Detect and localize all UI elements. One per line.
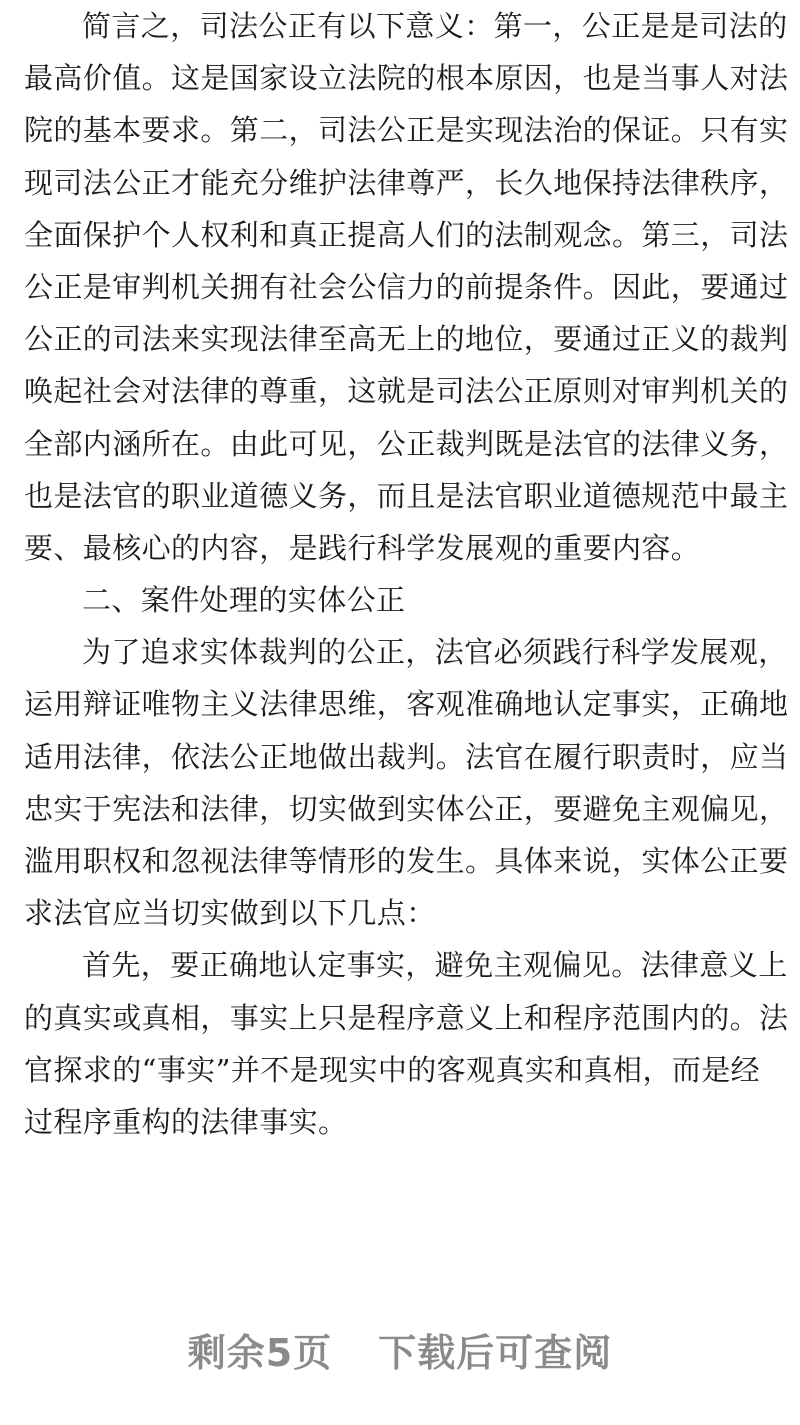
text-line: 公正是审判机关拥有社会公信力的前提条件。因此，要通过	[24, 269, 789, 304]
text-line: 最高价值。这是国家设立法院的根本原因，也是当事人对法	[24, 61, 789, 96]
text-line: 全面保护个人权利和真正提高人们的法制观念。第三，司法	[24, 217, 789, 252]
text-line: 也是法官的职业道德义务，而且是法官职业道德规范中最主	[24, 478, 789, 513]
text-line: 求法官应当切实做到以下几点：	[24, 896, 436, 931]
download-hint-label: 下载后可查阅	[378, 1331, 613, 1375]
text-line: 要、最核心的内容，是践行科学发展观的重要内容。	[24, 530, 701, 565]
text-line: 现司法公正才能充分维护法律尊严，长久地保持法律秩序，	[24, 165, 789, 200]
text-line: 适用法律，依法公正地做出裁判。法官在履行职责时，应当	[24, 739, 789, 774]
document-body	[24, 0, 789, 1148]
download-notice[interactable]	[0, 1322, 800, 1377]
text-line: 运用辩证唯物主义法律思维，客观准确地认定事实，正确地	[24, 687, 789, 722]
text-line: 官探求的“事实”并不是现实中的客观真实和真相，而是经	[24, 1052, 761, 1087]
text-line: 唤起社会对法律的尊重，这就是司法公正原则对审判机关的	[24, 374, 789, 409]
text-line: 的真实或真相，事实上只是程序意义上和程序范围内的。法	[24, 1000, 789, 1035]
remaining-pages-label: 剩余5页	[187, 1331, 333, 1375]
text-line: 滥用职权和忽视法律等情形的发生。具体来说，实体公正要	[24, 844, 789, 878]
text-line: 过程序重构的法律事实。	[24, 1104, 348, 1139]
text-line: 忠实于宪法和法律，切实做到实体公正，要避免主观偏见，	[24, 791, 789, 826]
section-heading: 二、案件处理的实体公正	[82, 583, 406, 618]
text-line: 为了追求实体裁判的公正，法官必须践行科学发展观，	[82, 635, 788, 670]
text-line: 简言之，司法公正有以下意义：第一，公正是是司法的	[82, 9, 788, 43]
text-line: 院的基本要求。第二，司法公正是实现法治的保证。只有实	[24, 113, 789, 148]
text-line: 公正的司法来实现法律至高无上的地位，要通过正义的裁判	[24, 322, 789, 357]
text-line: 全部内涵所在。由此可见，公正裁判既是法官的法律义务，	[24, 426, 789, 461]
text-line: 首先，要正确地认定事实，避免主观偏见。法律意义上	[82, 948, 788, 983]
